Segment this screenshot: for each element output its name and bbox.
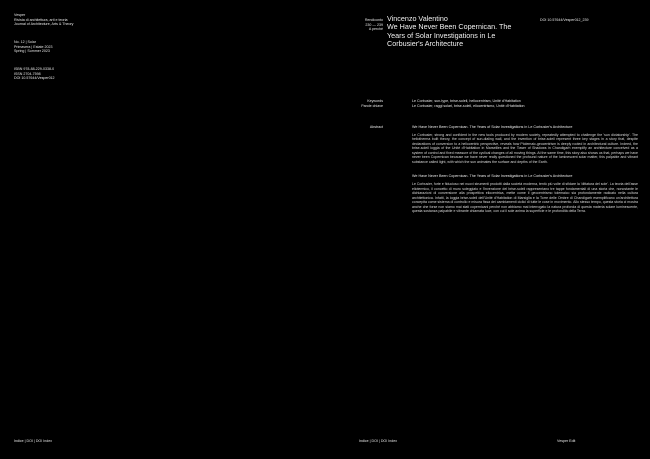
keywords-values	[412, 99, 612, 108]
issn: ISSN 2704-7598	[14, 71, 41, 76]
issue-number: No. 12 | Solar	[14, 40, 36, 44]
page-range: 230 — 239	[365, 22, 383, 27]
journal-subtitle-en: Journal of Architecture, Arts & Theory	[14, 22, 74, 27]
keywords-value-it: Le Corbusier, raggi solari, brise-soleil, eliocentrismo, Unité d'Habitation	[412, 103, 525, 108]
article-meta	[335, 18, 383, 32]
issue-season-it: Primavera | Estate 2023	[14, 44, 53, 49]
doi: DOI 10.57644/Vesper012	[14, 76, 55, 81]
isbn: ISBN 978-88-229-0338-0	[14, 67, 55, 71]
issue-block	[14, 40, 134, 54]
journal-subtitle-it: Rivista di architettura, arti e teoria	[14, 17, 68, 22]
abstract-label: Abstract	[369, 125, 383, 129]
issue-season-en: Spring | Summer 2023	[14, 49, 50, 54]
keywords-label-en: Keywords	[367, 99, 383, 103]
journal-name: Vesper	[14, 13, 26, 17]
right-footer-right: Vesper Edit	[557, 439, 576, 443]
right-page	[325, 0, 650, 459]
identifiers-block	[14, 67, 134, 81]
keywords-value-en: Le Corbusier, sun-type, brise-soleil, heliocentrism, Unité d'Habitation	[412, 99, 521, 103]
left-footer: Indice | DOI | DOI Index	[14, 439, 53, 443]
title-block	[387, 15, 527, 49]
abstract-text-it: Le Corbusier, forte e fiducioso nei nuovi strumenti prodotti dalla società moderna, tentò più volte di sfidare la 'dittatura del sole'. La teoria dell'asse eliotermico, il concetto di muro soleggiato e l'invenzione del brise-soleil rappresentano tre tappe fondamentali di una storia che, nonostante le dichiarazioni di conversione alla prospettiva eliocentrica, mette come il geocentrismo tolemaico sia profondamente radicato nella cultura architettonica. Infatti, la loggia brise-soleil dell'Unité d'Habitation di Marsiglia e la Torre delle Ombre di Chandigarh esemplificano un'architettura concepita come sistema di controllo e misura fissa dei cambiamenti ciclici di tutte le cose in movimento. Allo stesso tempo, questa storia ci mostra anche che forse non siamo mai stati copernicani perché non abbiamo mai interrogato la natura profonda di questa materia solare luminescente, questa sostanza palpabile e vibrante chiamata luce, con cui il sole anima la superficie e le profondità della Terra.	[412, 182, 638, 214]
abstract-text-en: Le Corbusier, strong and confident in the new tools produced by modern society, repeatedly attempted to challenge the 'sun dictatorship'. The heliotherma built theory, the concept of sun-dialing wall, and the invention of brise-soleil represent three key stages in a story that, despite declarations of conversion to a heliocentric perspective, reveals how Ptolemaic-geocentrism is deeply rooted in architectural culture. Indeed, the brise-soleil loggia of the Unité d'Habitation in Marseilles and the Tower of Shadows in Chandigarh exemplify an architecture conceived as a system of control and fixed measure of the cyclical changes of all moving things. At the same time, this story also shows us that, perhaps we have never been Copernican because we have never really questioned the profound nature of the luminescent solar matter, this palpable and vibrant substance called light, with which the sun animates the surface and depths of the Earth.	[412, 132, 638, 164]
abstract-body	[412, 125, 638, 214]
abstract-title-en: We Have Never Been Copernican. The Years of Solar Investigations in Le Corbusier's Architecture	[412, 125, 573, 129]
author-name: Vincenzo Valentino	[387, 14, 448, 23]
journal-block	[14, 13, 134, 27]
right-footer-center: Indice | DOI | DOI Index	[359, 439, 398, 443]
article-doi: DOI 10.57644/Vesper012_239	[540, 18, 589, 22]
article-title: We Have Never Been Copernican. The Years of Solar Investigations in Le Corbusier's Architecture	[387, 22, 512, 49]
article-type: A perché	[368, 27, 383, 32]
keywords-label-it: Parole chiave	[361, 103, 383, 108]
abstract-title-it: We Have Never Been Copernican. The Years of Solar Investigations in Le Corbusier's Architecture	[412, 174, 573, 179]
keywords-labels	[335, 99, 383, 108]
section-label: Rendiconto	[364, 18, 383, 22]
